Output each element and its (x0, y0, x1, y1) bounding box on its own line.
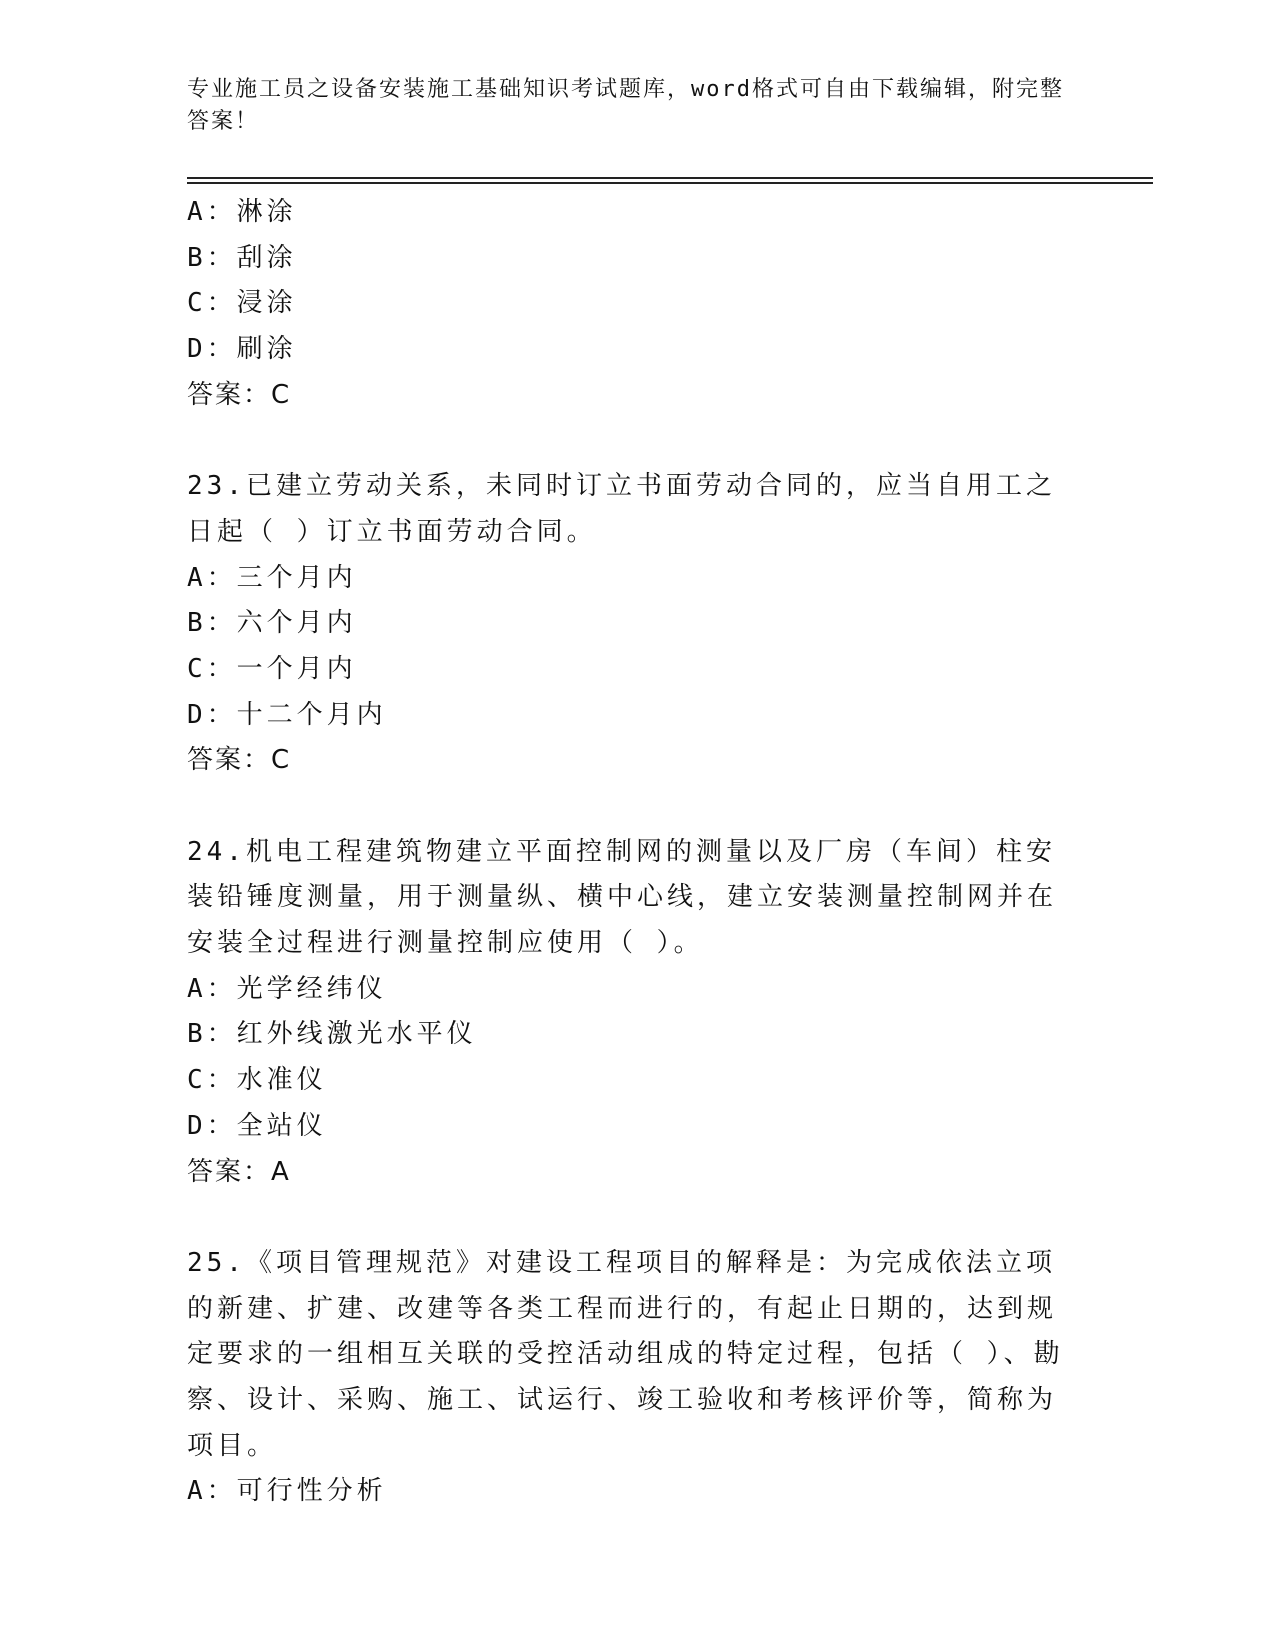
option-a: A：三个月内 (187, 562, 357, 593)
option-d: D：刷涂 (187, 334, 297, 365)
option-a: A：光学经纬仪 (187, 973, 387, 1004)
option-d: D：全站仪 (187, 1110, 327, 1141)
spacer (187, 784, 1087, 830)
question-25-block (187, 1241, 1087, 1515)
header-rule-top (187, 177, 1153, 179)
spacer (187, 1195, 1087, 1241)
option-c: C：浸涂 (187, 288, 297, 319)
answer: 答案：C (187, 745, 292, 776)
option-a: A：可行性分析 (187, 1476, 387, 1507)
option-b: B：六个月内 (187, 608, 357, 639)
question-text: 24.机电工程建筑物建立平面控制网的测量以及厂房（车间）柱安装铅锤度测量，用于测量纵、横中心线，建立安装测量控制网并在安装全过程进行测量控制应使用（ ）。 (187, 836, 1058, 959)
header-rule-bottom (187, 182, 1153, 184)
option-a: A：淋涂 (187, 197, 297, 227)
answer: 答案：A (187, 1156, 291, 1187)
question-content (187, 190, 1087, 1515)
option-c: C：水准仪 (187, 1065, 327, 1096)
question-24-block (187, 830, 1087, 1196)
option-d: D：十二个月内 (187, 699, 387, 730)
option-c: C：一个月内 (187, 653, 357, 684)
option-b: B：红外线激光水平仪 (187, 1019, 477, 1050)
question-text: 25.《项目管理规范》对建设工程项目的解释是：为完成依法立项的新建、扩建、改建等各类工程而进行的，有起止日期的，达到规定要求的一组相互关联的受控活动组成的特定过程，包括（ ）、勘察、设计、采购、施工、试运行、竣工验收和考核评价等，简称为项目。 (187, 1247, 1064, 1461)
document-header: 专业施工员之设备安装施工基础知识考试题库，word格式可自由下载编辑，附完整答案！ (187, 77, 1064, 134)
question-22-block (187, 190, 1087, 418)
question-text: 23.已建立劳动关系，未同时订立书面劳动合同的，应当自用工之日起（ ）订立书面劳动合同。 (187, 471, 1056, 547)
answer: 答案：C (187, 379, 292, 410)
option-b: B：刮涂 (187, 242, 297, 273)
question-23-block (187, 464, 1087, 784)
spacer (187, 418, 1087, 464)
